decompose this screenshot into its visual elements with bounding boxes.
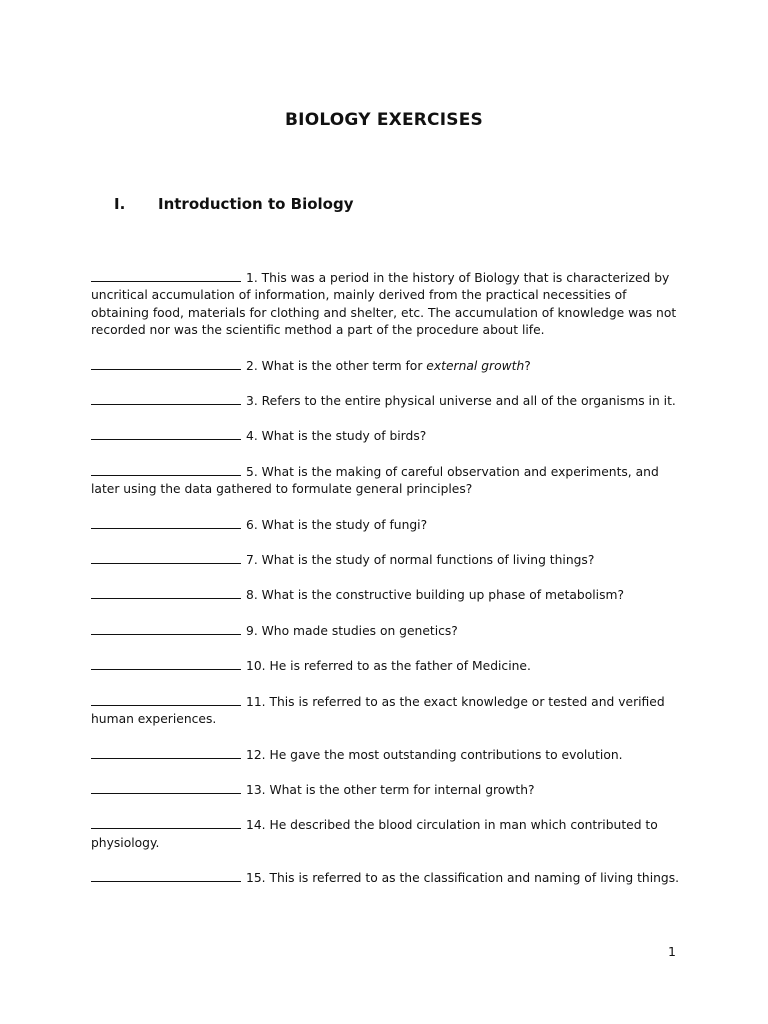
answer-blank[interactable] (91, 393, 241, 405)
answer-blank[interactable] (91, 817, 241, 829)
question-item (91, 587, 681, 604)
answer-blank[interactable] (91, 428, 241, 440)
question-text: 12. He gave the most outstanding contributions to evolution. (246, 747, 623, 762)
question-text: 4. What is the study of birds? (246, 429, 427, 444)
answer-blank[interactable] (91, 694, 241, 706)
question-list (91, 270, 681, 906)
section-heading (114, 195, 354, 213)
page-title: BIOLOGY EXERCISES (285, 110, 483, 130)
question-item (91, 658, 681, 675)
section-numeral: I. (114, 195, 126, 213)
question-item (91, 694, 681, 729)
question-item (91, 270, 681, 340)
question-item (91, 747, 681, 764)
question-item (91, 782, 681, 799)
answer-blank[interactable] (91, 623, 241, 635)
question-text: 14. He described the blood circulation in man which contributed to physiology. (91, 818, 658, 850)
answer-blank[interactable] (91, 870, 241, 882)
question-text: 6. What is the study of fungi? (246, 517, 428, 532)
question-text: 15. This is referred to as the classification and naming of living things. (246, 871, 680, 886)
question-text: 3. Refers to the entire physical universe and all of the organisms in it. (246, 394, 676, 409)
answer-blank[interactable] (91, 658, 241, 670)
question-text-end: ? (524, 358, 531, 373)
question-item (91, 393, 681, 410)
question-text: 11. This is referred to as the exact knowledge or tested and verified human experiences. (91, 694, 665, 727)
answer-blank[interactable] (91, 464, 241, 476)
answer-blank[interactable] (91, 747, 241, 759)
question-emphasis: external growth (426, 358, 525, 373)
question-item (91, 517, 681, 534)
question-item (91, 870, 681, 887)
question-text: 2. What is the other term for (246, 358, 427, 373)
question-text: 1. This was a period in the history of Biology that is characterized by uncritical accumulation of information, mainly derived from the practical necessities of obtaining food, materials for clothing and shelter, etc. The accumulation of knowledge was not recorded nor was the scientific method a part of the procedure about life. (91, 271, 677, 338)
page-number: 1 (668, 944, 676, 959)
question-text: 9. Who made studies on genetics? (246, 623, 458, 638)
answer-blank[interactable] (91, 358, 241, 370)
question-text: 7. What is the study of normal functions of living things? (246, 553, 595, 568)
question-text: 5. What is the making of careful observation and experiments, and later using the data gathered to formulate general principles? (91, 464, 659, 497)
answer-blank[interactable] (91, 782, 241, 794)
answer-blank[interactable] (91, 270, 241, 282)
question-item (91, 552, 681, 569)
question-text: 8. What is the constructive building up phase of metabolism? (246, 588, 625, 603)
answer-blank[interactable] (91, 587, 241, 599)
question-item (91, 817, 681, 852)
question-text: 10. He is referred to as the father of Medicine. (246, 659, 531, 674)
section-title: Introduction to Biology (158, 195, 354, 213)
question-text: 13. What is the other term for internal growth? (246, 782, 535, 797)
question-item (91, 428, 681, 445)
answer-blank[interactable] (91, 552, 241, 564)
question-item (91, 358, 681, 375)
question-item (91, 623, 681, 640)
question-item (91, 464, 681, 499)
answer-blank[interactable] (91, 517, 241, 529)
